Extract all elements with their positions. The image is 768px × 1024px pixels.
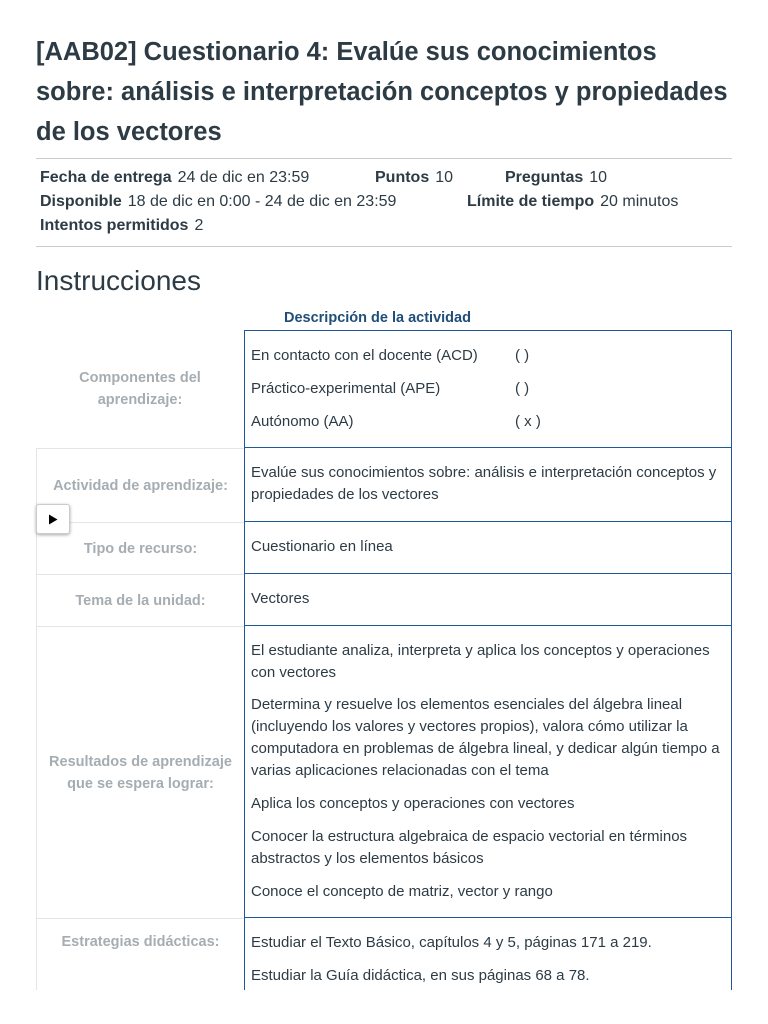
table-row-activity — [36, 448, 732, 522]
time-limit — [467, 192, 678, 212]
instructions-heading: Instrucciones — [36, 265, 201, 296]
strategy-item: Estudiar la Guía didáctica, en sus páginas 68 a 78. — [251, 967, 590, 984]
due-date — [40, 168, 309, 188]
table-row-strategies — [36, 918, 732, 990]
divider — [36, 158, 732, 159]
component-item — [251, 378, 725, 400]
attempts-value: 2 — [194, 217, 204, 234]
components-label: Componentes del aprendizaje: — [79, 370, 201, 408]
component-item — [251, 411, 725, 433]
points — [375, 168, 453, 188]
due-date-value: 24 de dic en 23:59 — [177, 169, 310, 186]
strategies-label: Estrategias didácticas: — [36, 918, 244, 990]
unit-topic-cell — [244, 574, 732, 626]
resource-type-label: Tipo de recurso: — [36, 522, 244, 574]
questions-label: Preguntas — [505, 169, 584, 186]
table-row-components — [36, 330, 732, 448]
component-item-mark: ( ) — [515, 380, 530, 397]
component-item — [251, 345, 725, 367]
unit-topic-label: Tema de la unidad: — [36, 574, 244, 626]
strategy-item: Estudiar el Texto Básico, capítulos 4 y 5, páginas 171 a 219. — [251, 934, 652, 951]
attempts — [40, 216, 203, 236]
table-row-unit-topic — [36, 574, 732, 626]
play-button[interactable] — [36, 504, 70, 534]
strategies-cell — [244, 918, 732, 990]
divider — [36, 246, 732, 247]
outcomes-label: Resultados de aprendizaje que se espera lograr: — [36, 626, 244, 918]
attempts-label: Intentos permitidos — [40, 217, 189, 234]
component-item-mark: ( x ) — [515, 413, 541, 430]
outcome-item: Determina y resuelve los elementos esenciales del álgebra lineal (incluyendo los valores y vectores propios), valora cómo utilizar la computadora en problemas de álgebra lineal, y dedicar algún tiempo a varias aplicaciones relacionadas con el tema — [251, 696, 720, 779]
table-caption: Descripción de la actividad — [284, 310, 471, 326]
time-limit-value: 20 minutos — [600, 193, 679, 210]
play-icon — [48, 514, 58, 525]
points-value: 10 — [435, 169, 454, 186]
components-cell — [244, 330, 732, 448]
outcome-item: El estudiante analiza, interpreta y aplica los conceptos y operaciones con vectores — [251, 642, 710, 681]
questions — [505, 168, 607, 188]
availability-value: 18 de dic en 0:00 - 24 de dic en 23:59 — [127, 193, 397, 210]
page-title: [AAB02] Cuestionario 4: Evalúe sus conocimientos sobre: análisis e interpretación conceptos y propiedades de los vectores — [36, 38, 728, 146]
outcomes-cell — [244, 626, 732, 918]
due-date-label: Fecha de entrega — [40, 169, 172, 186]
activity-label: Actividad de aprendizaje: — [36, 448, 244, 522]
component-item-mark: ( ) — [515, 347, 530, 364]
availability-label: Disponible — [40, 193, 122, 210]
table-row-outcomes — [36, 626, 732, 918]
time-limit-label: Límite de tiempo — [467, 193, 595, 210]
questions-value: 10 — [589, 169, 608, 186]
component-item-text: En contacto con el docente (ACD) — [251, 347, 478, 364]
outcome-item: Conoce el concepto de matriz, vector y rango — [251, 883, 553, 900]
component-item-text: Autónomo (AA) — [251, 413, 354, 430]
points-label: Puntos — [375, 169, 430, 186]
unit-topic-value: Vectores — [251, 590, 310, 607]
resource-type-value: Cuestionario en línea — [251, 538, 393, 555]
outcome-item: Conocer la estructura algebraica de espacio vectorial en términos abstractos y los elementos básicos — [251, 828, 688, 867]
outcome-item: Aplica los conceptos y operaciones con vectores — [251, 795, 575, 812]
component-item-text: Práctico-experimental (APE) — [251, 380, 441, 397]
table-row-resource-type — [36, 522, 732, 574]
resource-type-cell — [244, 522, 732, 574]
activity-value: Evalúe sus conocimientos sobre: análisis e interpretación conceptos y propiedades de los vectores — [251, 464, 717, 503]
availability — [40, 192, 396, 212]
activity-cell — [244, 448, 732, 522]
